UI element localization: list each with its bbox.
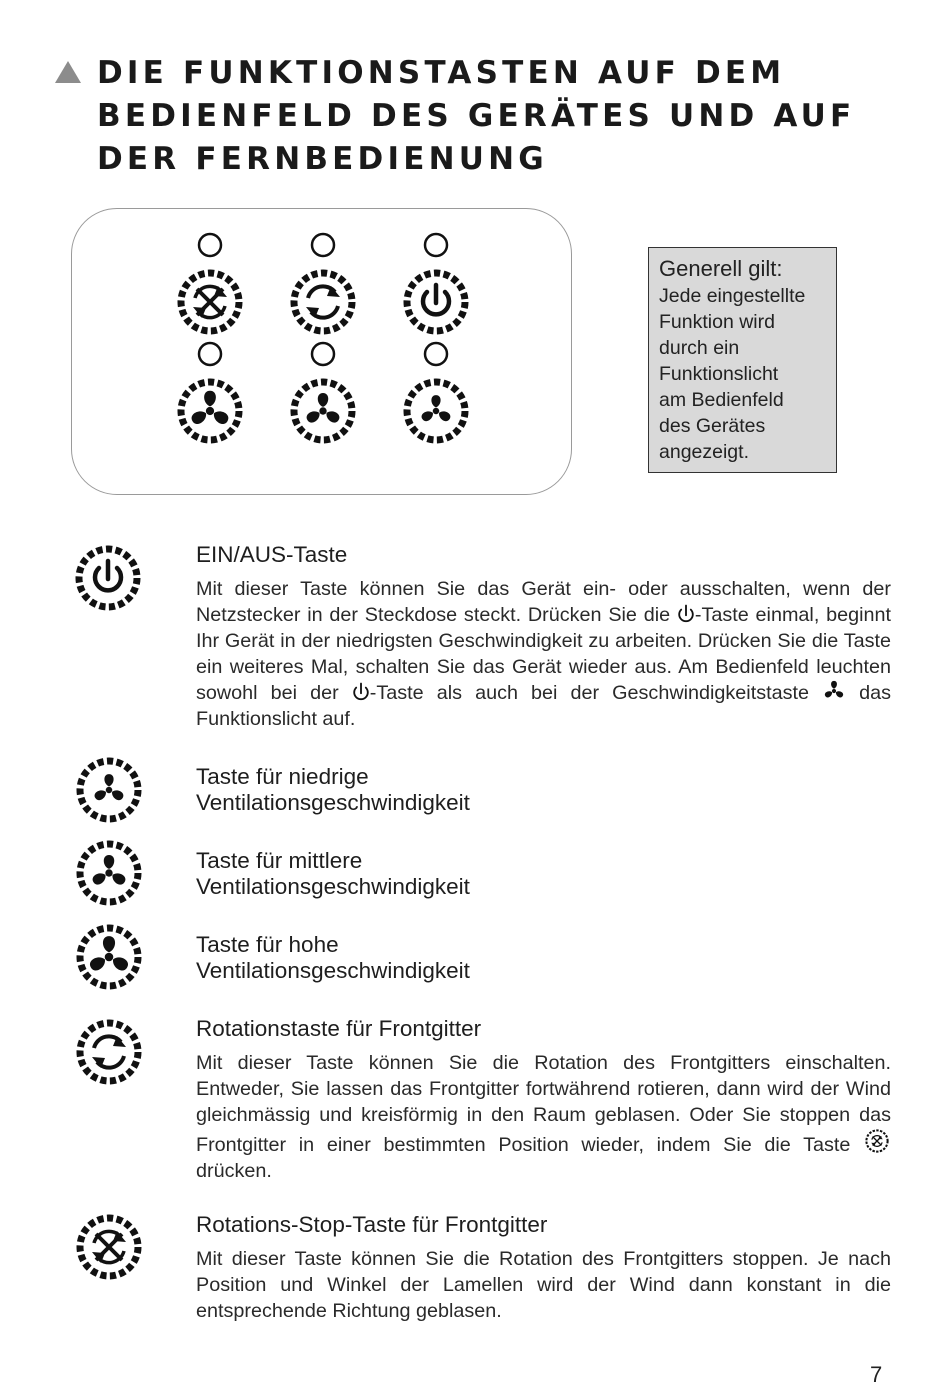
panel-rotation-icon[interactable]: [285, 264, 361, 340]
control-panel-diagram: [71, 208, 572, 495]
info-box-heading: Generell gilt:: [659, 256, 783, 281]
indicator-light-5: [309, 340, 337, 368]
rotation-icon: [71, 1014, 147, 1090]
info-box-line: des Gerätes: [659, 415, 766, 437]
indicator-light-2: [309, 231, 337, 259]
info-box-line: angezeigt.: [659, 441, 749, 463]
inline-power-icon: [677, 604, 695, 624]
rotation-section-body: Mit dieser Taste können Sie die Rotation des Frontgitters einschalten. Entweder, Sie lassen das Frontgitter fortwährend rotieren, dann wird der Wind gleichmässig und kreisförmig in den Raum geblasen. Oder Sie stoppen das Frontgitter in einer bestimmten Position wieder, indem Sie die Taste drücken.: [196, 1052, 891, 1182]
power-section-title: EIN/AUS-Taste: [196, 542, 348, 567]
stop-section-title: Rotations-Stop-Taste für Frontgitter: [196, 1212, 548, 1237]
indicator-light-3: [422, 231, 450, 259]
indicator-light-4: [196, 340, 224, 368]
page-number: 7: [870, 1362, 883, 1387]
low-speed-title: Taste für niedrige Ventilationsgeschwindigkeit: [196, 764, 470, 815]
panel-fan-high-icon[interactable]: [172, 373, 248, 449]
fan-high-icon: [71, 919, 147, 995]
medium-speed-title: Taste für mittlere Ventilationsgeschwindigkeit: [196, 848, 470, 899]
info-box-line: Funktion wird: [659, 311, 775, 333]
info-box: [648, 247, 837, 473]
high-speed-title: Taste für hohe Ventilationsgeschwindigkeit: [196, 932, 470, 983]
inline-rotation-stop-icon: [863, 1128, 891, 1154]
page-title: DIE FUNKTIONSTASTEN AUF DEM BEDIENFELD DES GERÄTES UND AUF DER FERNBEDIENUNG: [97, 55, 856, 177]
panel-rotation-stop-icon[interactable]: [172, 264, 248, 340]
panel-power-icon[interactable]: [398, 264, 474, 340]
fan-medium-icon: [71, 835, 147, 911]
info-box-line: Jede eingestellte: [659, 285, 806, 307]
power-section-body: Mit dieser Taste können Sie das Gerät ein- oder ausschalten, wenn der Netzstecker in der Steckdose steckt. Drücken Sie die -Taste einmal, beginnt Ihr Gerät in der niedrigsten Geschwindigkeit zu arbeiten. Drücken Sie die Taste ein weiteres Mal, schalten Sie das Gerät wieder aus. Am Bedienfeld leuchten sowohl bei der -Taste als auch bei der Geschwindigkeitstaste das Funktionslicht auf.: [196, 578, 891, 730]
info-box-line: durch ein: [659, 337, 740, 359]
fan-low-icon: [71, 752, 147, 828]
indicator-light-6: [422, 340, 450, 368]
inline-power-icon: [352, 682, 370, 702]
warning-triangle-icon: [54, 60, 82, 84]
power-button-icon: [70, 540, 146, 616]
info-box-line: am Bedienfeld: [659, 389, 784, 411]
stop-section-body: Mit dieser Taste können Sie die Rotation des Frontgitters stoppen. Je nach Position und Winkel der Lamellen wird der Wind dann konstant in die entsprechende Richtung geblasen.: [196, 1248, 891, 1322]
indicator-light-1: [196, 231, 224, 259]
panel-fan-medium-icon[interactable]: [285, 373, 361, 449]
rotation-stop-icon: [71, 1209, 147, 1285]
inline-fan-icon: [822, 680, 846, 702]
info-box-line: Funktionslicht: [659, 363, 779, 385]
rotation-section-title: Rotationstaste für Frontgitter: [196, 1016, 482, 1041]
panel-fan-low-icon[interactable]: [398, 373, 474, 449]
